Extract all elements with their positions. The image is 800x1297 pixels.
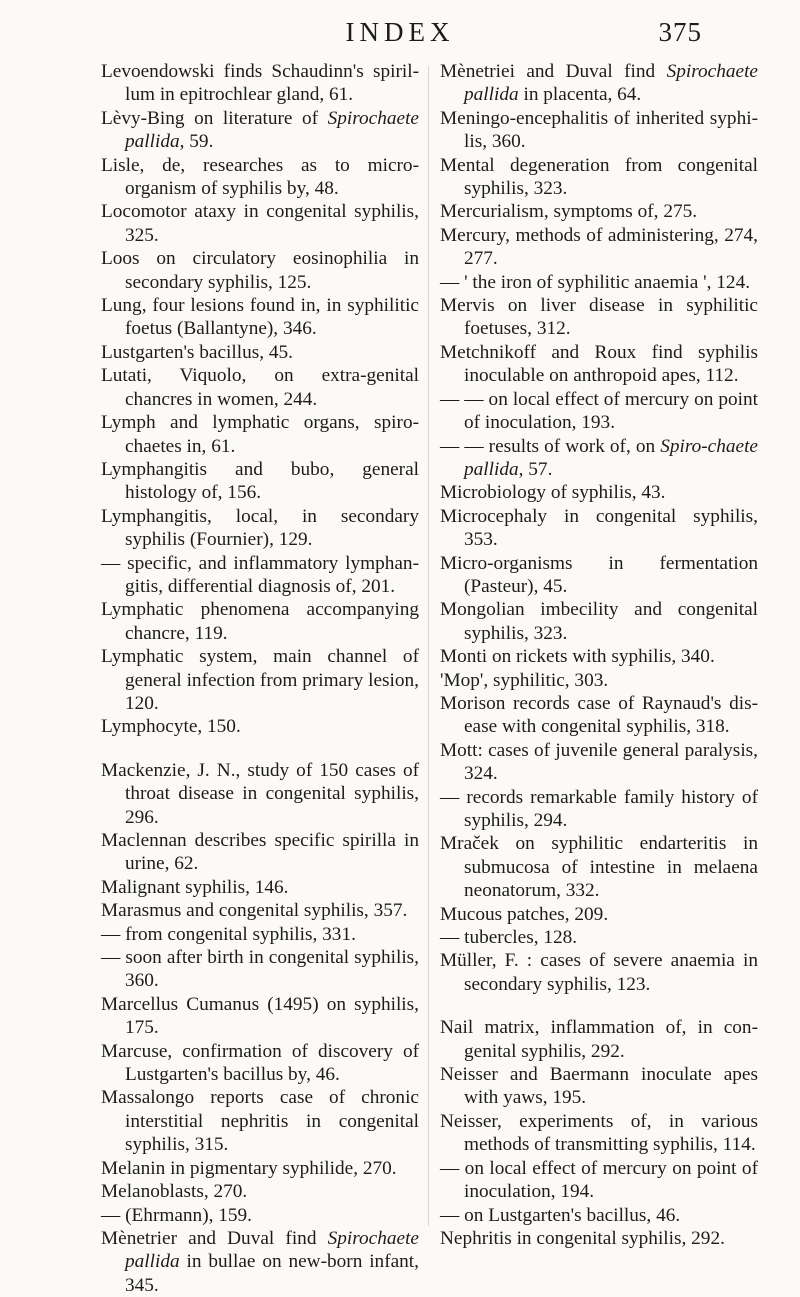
index-entry-text: Lymph and lymphatic organs, spiro-chaetes in, 61.: [101, 412, 419, 457]
index-entry: [440, 154, 758, 201]
index-entry-text: Neisser and Baermann inoculate apes with yaws, 195.: [440, 1064, 758, 1109]
index-entry-text: Morison records case of Raynaud's dis-ease with congenital syphilis, 318.: [440, 692, 758, 738]
index-entry-text: Levoendowski finds Schaudinn's spiril-lum in epitrochlear gland, 61.: [101, 61, 419, 106]
index-entry: [101, 60, 419, 107]
index-entry-text: — on local effect of mercury on point of inoculation, 194.: [440, 1157, 758, 1203]
index-entry-text: Mongolian imbecility and congenital syphilis, 323.: [440, 599, 758, 644]
index-entry: [101, 876, 419, 899]
index-entry: [440, 435, 758, 482]
index-entry: [440, 60, 758, 107]
index-entry: [440, 1016, 758, 1063]
index-entry: [101, 247, 419, 294]
index-entry-text: Microbiology of syphilis, 43.: [440, 482, 666, 504]
index-entry-text: — from congenital syphilis, 331.: [101, 923, 356, 945]
index-entry-text: Lymphocyte, 150.: [101, 716, 241, 738]
index-entry-text: — — on local effect of mercury on point of inoculation, 193.: [440, 388, 758, 434]
index-entry-text: Lisle, de, researches as to micro-organism of syphilis by, 48.: [101, 154, 419, 200]
index-entry: [101, 505, 419, 552]
index-entry: [440, 224, 758, 271]
index-entry: [440, 832, 758, 902]
index-entry-text: 'Mop', syphilitic, 303.: [440, 669, 609, 691]
index-entry: [440, 669, 758, 692]
index-entry: [440, 1204, 758, 1227]
index-entry: [101, 946, 419, 993]
index-entry: [101, 294, 419, 341]
index-entry-text: Marasmus and congenital syphilis, 357.: [101, 900, 408, 922]
index-entry-text: Malignant syphilis, 146.: [101, 876, 289, 898]
index-entry: [440, 200, 758, 223]
index-entry-text: Meningo-encephalitis of inherited syphi-lis, 360.: [440, 107, 758, 153]
index-entry-text: — specific, and inflammatory lymphan-gitis, differential diagnosis of, 201.: [101, 552, 419, 597]
index-entry: [101, 411, 419, 458]
index-entry-text: — soon after birth in congenital syphilis, 360.: [101, 947, 419, 992]
index-entry: [440, 1110, 758, 1157]
index-entry-text: — ' the iron of syphilitic anaemia ', 124.: [440, 271, 751, 293]
index-entry: [440, 294, 758, 341]
index-entry: [101, 899, 419, 922]
index-entry-text: Mercury, methods of administering, 274, 277.: [440, 224, 758, 270]
index-entry: [101, 829, 419, 876]
index-entry: [440, 271, 758, 294]
index-entry-text: Monti on rickets with syphilis, 340.: [440, 646, 715, 668]
index-entry-text: — — results of work of, on: [440, 435, 661, 457]
index-entry: [101, 1157, 419, 1180]
index-entry-italic-text: Spirochaete pallida: [125, 107, 419, 153]
index-entry-text: Mott: cases of juvenile general paralysis, 324.: [440, 739, 758, 785]
index-entry-text: Loos on circulatory eosinophilia in secondary syphilis, 125.: [101, 248, 419, 293]
index-entry: [440, 645, 758, 668]
page-header: [0, 14, 800, 50]
index-entry: [101, 598, 419, 645]
index-entry-text: Locomotor ataxy in congenital syphilis, 325.: [101, 201, 419, 246]
index-entry: [101, 341, 419, 364]
index-entry-text: — tubercles, 128.: [440, 927, 578, 949]
index-entry-text: , 59.: [179, 131, 214, 153]
index-entry-text: Mènetrier and Duval find: [101, 1227, 328, 1249]
index-entry-text: , 57.: [518, 458, 553, 480]
index-entry: [440, 505, 758, 552]
index-entry: [101, 107, 419, 154]
index-entry-text: Lèvy-Bing on literature of: [101, 107, 328, 129]
index-entry-text: Lustgarten's bacillus, 45.: [101, 341, 293, 363]
index-entry: [101, 759, 419, 829]
index-entry: [101, 154, 419, 201]
index-entry-text: Lung, four lesions found in, in syphilitic foetus (Ballantyne), 346.: [101, 295, 419, 340]
index-entry: [440, 388, 758, 435]
index-entry: [101, 1180, 419, 1203]
index-entry-text: Neisser, experiments of, in various methods of transmitting syphilis, 114.: [440, 1110, 758, 1156]
index-entry-text: — (Ehrmann), 159.: [101, 1204, 253, 1226]
page-number: 375: [658, 17, 702, 47]
index-entry: [101, 458, 419, 505]
index-entry: [440, 692, 758, 739]
index-entry-text: Melanoblasts, 270.: [101, 1181, 248, 1203]
index-entry: [440, 598, 758, 645]
index-entry: [101, 923, 419, 946]
index-entry-text: in placenta, 64.: [518, 84, 642, 106]
index-entry-text: Mucous patches, 209.: [440, 903, 609, 925]
index-entry: [440, 786, 758, 833]
index-entry: [101, 1204, 419, 1227]
index-entry-text: Mercurialism, symptoms of, 275.: [440, 201, 698, 223]
index-entry: [440, 949, 758, 996]
index-entry: [440, 739, 758, 786]
index-entry: [440, 1157, 758, 1204]
index-entry-text: Lymphatic phenomena accompanying chancre, 119.: [101, 599, 419, 644]
index-entry: [101, 715, 419, 738]
index-entry-text: — records remarkable family history of syphilis, 294.: [440, 786, 758, 831]
index-entry-text: Massalongo reports case of chronic interstitial nephritis in congenital syphilis, 315.: [101, 1087, 419, 1156]
index-entry-text: Mènetriei and Duval find: [440, 61, 667, 82]
index-entry: [440, 107, 758, 154]
index-entry-text: in bullae on new-born infant, 345.: [125, 1251, 419, 1296]
index-entry: [101, 200, 419, 247]
index-entry: [101, 993, 419, 1040]
index-entry-text: Müller, F. : cases of severe anaemia in secondary syphilis, 123.: [440, 950, 758, 995]
index-entry: [440, 926, 758, 949]
index-entry-italic-text: Spiro-chaete pallida: [464, 435, 758, 480]
index-entry-text: Lymphangitis, local, in secondary syphilis (Fournier), 129.: [101, 505, 419, 551]
column-divider: [428, 66, 429, 1226]
index-entry-text: Lymphangitis and bubo, general histology of, 156.: [101, 458, 419, 504]
index-entry: [101, 552, 419, 599]
index-entry-italic-text: Spirochaete pallida: [464, 61, 758, 106]
index-entry: [440, 1063, 758, 1110]
index-entry-text: Maclennan describes specific spirilla in urine, 62.: [101, 830, 419, 875]
index-entry-text: Lymphatic system, main channel of general infection from primary lesion, 120.: [101, 646, 419, 714]
index-entry-text: Mraček on syphilitic endarteritis in submucosa of intestine in melaena neonatorum, 332.: [440, 833, 758, 902]
index-entry: [440, 341, 758, 388]
index-entry: [101, 364, 419, 411]
index-entry: [101, 1040, 419, 1087]
index-entry-text: Melanin in pigmentary syphilide, 270.: [101, 1157, 397, 1179]
index-column-left: [101, 60, 419, 1297]
index-entry: [101, 1227, 419, 1297]
index-entry-text: Nephritis in congenital syphilis, 292.: [440, 1227, 725, 1249]
index-column-right: [440, 60, 758, 1250]
index-entry: [101, 1086, 419, 1156]
index-entry-text: Metchnikoff and Roux find syphilis inoculable on anthropoid apes, 112.: [440, 341, 758, 387]
index-entry-text: Mental degeneration from congenital syphilis, 323.: [440, 154, 758, 200]
index-entry: [440, 1227, 758, 1250]
index-entry-italic-text: Spirochaete pallida: [125, 1227, 419, 1273]
index-entry-text: Nail matrix, inflammation of, in con-genital syphilis, 292.: [440, 1017, 758, 1062]
index-entry: [440, 552, 758, 599]
index-entry-text: Mackenzie, J. N., study of 150 cases of throat disease in congenital syphilis, 296.: [101, 759, 419, 828]
index-entry: [440, 481, 758, 504]
index-entry-text: Microcephaly in congenital syphilis, 353.: [440, 505, 758, 551]
index-entry-text: Micro-organisms in fermentation (Pasteur), 45.: [440, 552, 758, 597]
index-entry-text: — on Lustgarten's bacillus, 46.: [440, 1204, 681, 1226]
index-entry: [101, 645, 419, 715]
index-entry-text: Marcuse, confirmation of discovery of Lustgarten's bacillus by, 46.: [101, 1040, 419, 1086]
index-entry-text: Mervis on liver disease in syphilitic foetuses, 312.: [440, 295, 758, 340]
index-entry-text: Lutati, Viquolo, on extra-genital chancres in women, 244.: [101, 365, 419, 410]
index-entry: [440, 903, 758, 926]
index-entry-text: Marcellus Cumanus (1495) on syphilis, 175.: [101, 993, 419, 1039]
running-title: INDEX: [345, 17, 455, 47]
